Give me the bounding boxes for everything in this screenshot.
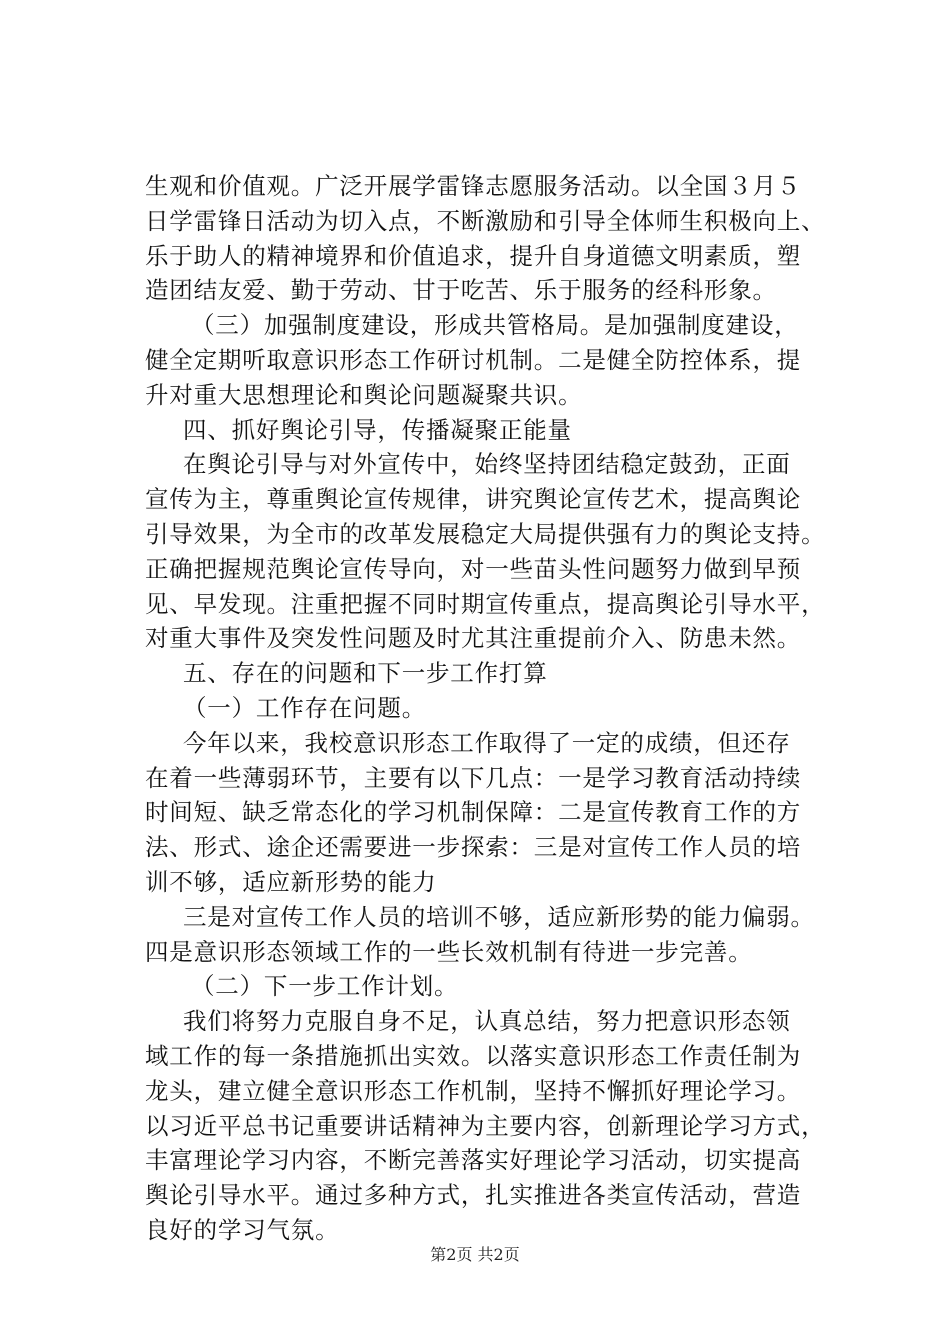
text-line: 对重大事件及突发性问题及时尤其注重提前介入、防患未然。 xyxy=(145,624,802,653)
text-line: 乐于助人的精神境界和价值追求，提升自身道德文明素质，塑 xyxy=(145,241,802,270)
text-line: 宣传为主，尊重舆论宣传规律，讲究舆论宣传艺术，提高舆论 xyxy=(145,485,802,514)
text-line: 四是意识形态领域工作的一些长效机制有待进一步完善。 xyxy=(145,937,753,966)
text-line: 正确把握规范舆论宣传导向，对一些苗头性问题努力做到早预 xyxy=(145,554,802,583)
text-line: 以习近平总书记重要讲话精神为主要内容，创新理论学习方式， xyxy=(145,1111,826,1140)
text-line: （二）下一步工作计划。 xyxy=(191,972,459,1001)
text-line: 五、存在的问题和下一步工作打算 xyxy=(183,659,548,688)
text-line: 健全定期听取意识形态工作研讨机制。二是健全防控体系，提 xyxy=(145,345,802,374)
text-line: 舆论引导水平。通过多种方式，扎实推进各类宣传活动，营造 xyxy=(145,1181,802,1210)
text-line: 训不够，适应新形势的能力 xyxy=(145,867,437,896)
text-line: 在舆论引导与对外宣传中，始终坚持团结稳定鼓劲，正面 xyxy=(183,450,791,479)
text-line: 龙头，建立健全意识形态工作机制，坚持不懈抓好理论学习。 xyxy=(145,1076,802,1105)
text-line: 域工作的每一条措施抓出实效。以落实意识形态工作责任制为 xyxy=(145,1041,802,1070)
text-line: 丰富理论学习内容，不断完善落实好理论学习活动，切实提高 xyxy=(145,1146,802,1175)
text-line: 我们将努力克服自身不足，认真总结，努力把意识形态领 xyxy=(183,1007,791,1036)
text-line: 在着一些薄弱环节，主要有以下几点：一是学习教育活动持续 xyxy=(145,763,802,792)
text-line: 造团结友爱、勤于劳动、甘于吃苦、乐于服务的经科形象。 xyxy=(145,276,777,305)
text-line: （一）工作存在问题。 xyxy=(183,693,426,722)
page-number-footer: 第2页 共2页 xyxy=(430,1245,520,1264)
text-line: 升对重大思想理论和舆论问题凝聚共识。 xyxy=(145,380,583,409)
text-line: 日学雷锋日活动为切入点，不断激励和引导全体师生积极向上、 xyxy=(145,206,826,235)
text-line: 良好的学习气氛。 xyxy=(145,1215,340,1244)
text-line: 时间短、缺乏常态化的学习机制保障：二是宣传教育工作的方 xyxy=(145,798,802,827)
text-line: 见、早发现。注重把握不同时期宣传重点，提高舆论引导水平， xyxy=(145,589,826,618)
document-body xyxy=(145,169,826,1248)
text-line: 今年以来，我校意识形态工作取得了一定的成绩，但还存 xyxy=(183,728,791,757)
text-line: 引导效果，为全市的改革发展稳定大局提供强有力的舆论支持。 xyxy=(145,519,826,548)
text-line: （三）加强制度建设，形成共管格局。是加强制度建设， xyxy=(191,311,799,340)
text-line: 生观和价值观。广泛开展学雷锋志愿服务活动。以全国３月５ xyxy=(145,172,802,200)
text-line: 法、形式、途企还需要进一步探索：三是对宣传工作人员的培 xyxy=(145,833,802,862)
text-line: 四、抓好舆论引导，传播凝聚正能量 xyxy=(183,415,572,444)
text-line: 三是对宣传工作人员的培训不够，适应新形势的能力偏弱。 xyxy=(183,902,815,931)
